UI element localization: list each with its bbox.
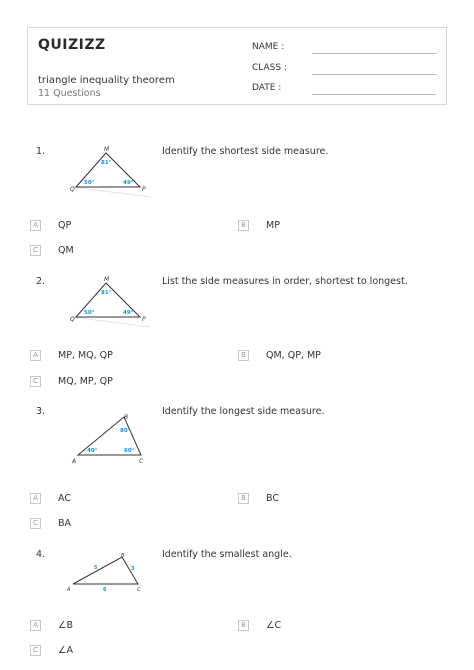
option-b-text[interactable]: BC (266, 493, 279, 504)
class-label: CLASS : (252, 63, 287, 73)
date-label: DATE : (252, 83, 282, 93)
option-b-marker[interactable]: B (238, 350, 249, 361)
vertex-label: M (104, 276, 110, 283)
vertex-label: Q (70, 186, 75, 193)
option-a-text[interactable]: ∠B (58, 620, 74, 631)
worksheet-title: triangle inequality theorem (38, 75, 175, 86)
question-text: Identify the shortest side measure. (162, 146, 329, 157)
triangle-figure (64, 142, 156, 200)
option-a-marker[interactable]: A (30, 220, 41, 231)
option-b-marker[interactable]: B (238, 620, 249, 631)
side-label: 5 (94, 565, 98, 571)
name-field[interactable] (312, 53, 436, 54)
option-a-marker[interactable]: A (30, 620, 41, 631)
angle-label: 81° (101, 290, 112, 296)
option-c-marker[interactable]: C (30, 245, 41, 256)
option-b-marker[interactable]: B (238, 220, 249, 231)
question-number: 2. (36, 276, 46, 287)
vertex-label: P (142, 186, 146, 193)
option-c-marker[interactable]: C (30, 518, 41, 529)
question-text: Identify the smallest angle. (162, 549, 292, 560)
side-label: 6 (103, 587, 107, 593)
option-c-text[interactable]: BA (58, 518, 72, 529)
vertex-label: M (104, 146, 110, 153)
angle-label: 40° (87, 448, 98, 454)
angle-label: 60° (124, 448, 135, 454)
triangle-figure (64, 272, 156, 330)
option-b-marker[interactable]: B (238, 493, 249, 504)
worksheet-header (27, 27, 447, 105)
vertex-label: B (124, 414, 129, 421)
option-a-text[interactable]: QP (58, 220, 72, 231)
vertex-label: A (67, 587, 71, 593)
angle-label: 50° (84, 180, 95, 186)
vertex-label: A (72, 458, 77, 465)
vertex-label: C (139, 458, 144, 465)
option-b-text[interactable]: ∠C (266, 620, 282, 631)
quizizz-logo: QUIZIZZ (38, 37, 106, 53)
angle-label: 50° (84, 310, 95, 316)
question-text: List the side measures in order, shortest to longest. (162, 276, 408, 287)
option-c-marker[interactable]: C (30, 376, 41, 387)
question-number: 4. (36, 549, 46, 560)
name-label: NAME : (252, 42, 285, 52)
option-c-marker[interactable]: C (30, 645, 41, 656)
option-b-text[interactable]: MP (266, 220, 280, 231)
question-text: Identify the longest side measure. (162, 406, 325, 417)
vertex-label: P (142, 316, 146, 323)
side-label: 3 (131, 566, 135, 572)
class-field[interactable] (312, 74, 436, 75)
vertex-label: C (137, 587, 141, 593)
option-c-text[interactable]: MQ, MP, QP (58, 376, 113, 387)
option-a-text[interactable]: AC (58, 493, 71, 504)
angle-label: 81° (101, 160, 112, 166)
vertex-label: Q (70, 316, 75, 323)
angle-label: 49° (123, 310, 134, 316)
triangle-figure (64, 408, 156, 468)
vertex-label: B (121, 553, 125, 559)
option-c-text[interactable]: QM (58, 245, 74, 256)
option-b-text[interactable]: QM, QP, MP (266, 350, 321, 361)
date-field[interactable] (312, 94, 436, 95)
question-count: 11 Questions (38, 88, 101, 99)
option-a-marker[interactable]: A (30, 493, 41, 504)
option-a-text[interactable]: MP, MQ, QP (58, 350, 113, 361)
question-number: 1. (36, 146, 46, 157)
triangle-figure (64, 550, 156, 595)
option-a-marker[interactable]: A (30, 350, 41, 361)
angle-label: 80° (120, 428, 131, 434)
option-c-text[interactable]: ∠A (58, 645, 74, 656)
angle-label: 49° (123, 180, 134, 186)
question-number: 3. (36, 406, 46, 417)
